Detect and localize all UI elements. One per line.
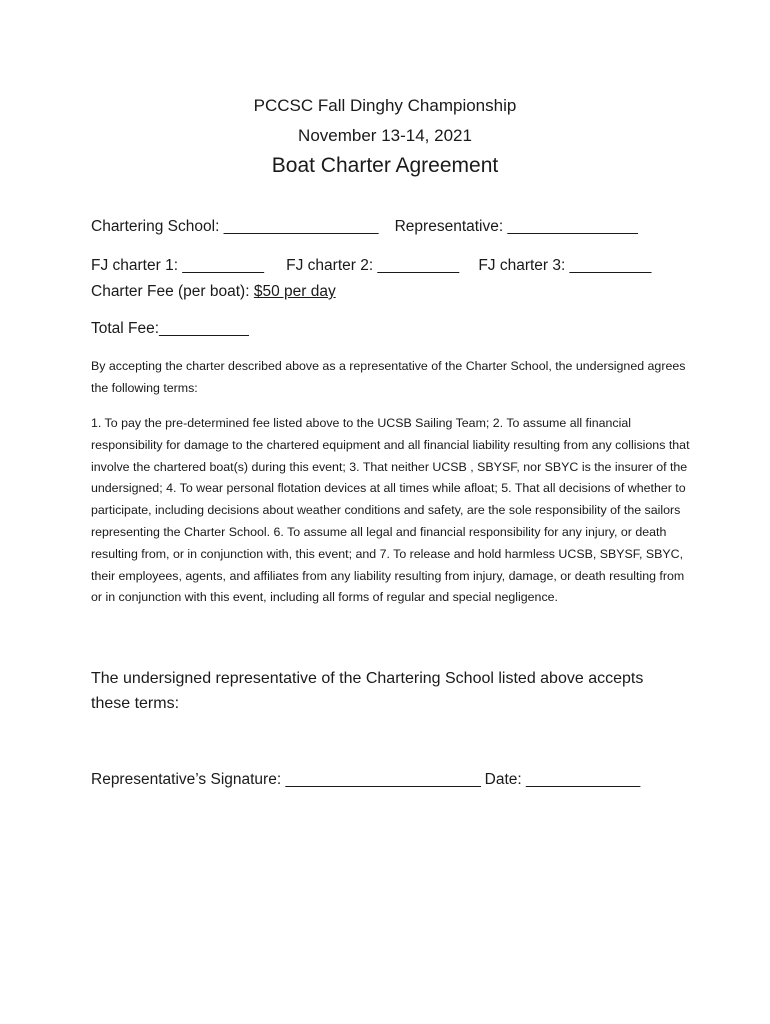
charter-fee-label: Charter Fee (per boat): — [91, 283, 250, 300]
representative-field[interactable]: ________________ — [507, 218, 638, 235]
signature-label: Representative’s Signature: — [91, 771, 282, 788]
fj-charter-1-label: FJ charter 1: — [91, 257, 178, 274]
total-fee-field[interactable]: ___________ — [159, 320, 249, 337]
fj-charter-2-label: FJ charter 2: — [286, 257, 374, 274]
date-field[interactable]: ______________ — [526, 771, 640, 788]
chartering-school-field[interactable]: ___________________ — [223, 218, 378, 235]
total-fee-row — [91, 320, 248, 338]
event-dates: November 13-14, 2021 — [298, 126, 472, 145]
fj-charter-1-field[interactable]: __________ — [182, 257, 264, 274]
fj-charters-row — [91, 257, 651, 275]
total-fee-label: Total Fee: — [91, 320, 160, 337]
event-name: PCCSC Fall Dinghy Championship — [253, 96, 517, 115]
signature-row — [91, 771, 640, 789]
fj-charter-3-label: FJ charter 3: — [478, 257, 566, 274]
acceptance-statement: The undersigned representative of the Chartering School listed above accepts these terms: — [91, 670, 644, 712]
school-representative-row — [91, 218, 637, 236]
intro-paragraph: By accepting the charter described above as a representative of the Charter School, the undersigned agrees the following terms: — [91, 359, 686, 395]
charter-fee-row — [91, 283, 336, 301]
terms-paragraph: 1. To pay the pre-determined fee listed above to the UCSB Sailing Team; 2. To assume all financial responsibility for damage to the chartered equipment and all financial liability resulting from any collisions that involve the chartered boat(s) during this event; 3. That neither UCSB , SBYSF, nor SBYC is the insurer of the undersigned; 4. To wear personal flotation devices at all times while afloat; 5. That all decisions of whether to participate, including decisions about weather conditions and safety, are the sole responsibility of the sailors representing the Charter School. 6. To assume all legal and financial responsibility for any injury, or death resulting from, or in conjunction with, this event; and 7. To release and hold harmless UCSB, SBYSF, SBYC, their employees, agents, and affiliates from any liability resulting from injury, damage, or death resulting from or in conjunction with this event, including all forms of regular and special negligence. — [91, 416, 690, 605]
charter-fee-value: $50 per day — [253, 283, 336, 300]
fj-charter-3-field[interactable]: __________ — [569, 257, 651, 274]
representative-label: Representative: — [394, 218, 504, 235]
date-label: Date: — [484, 771, 522, 788]
fj-charter-2-field[interactable]: __________ — [377, 257, 459, 274]
chartering-school-label: Chartering School: — [91, 218, 220, 235]
document-title: Boat Charter Agreement — [271, 154, 499, 177]
signature-field[interactable]: ________________________ — [285, 771, 481, 788]
